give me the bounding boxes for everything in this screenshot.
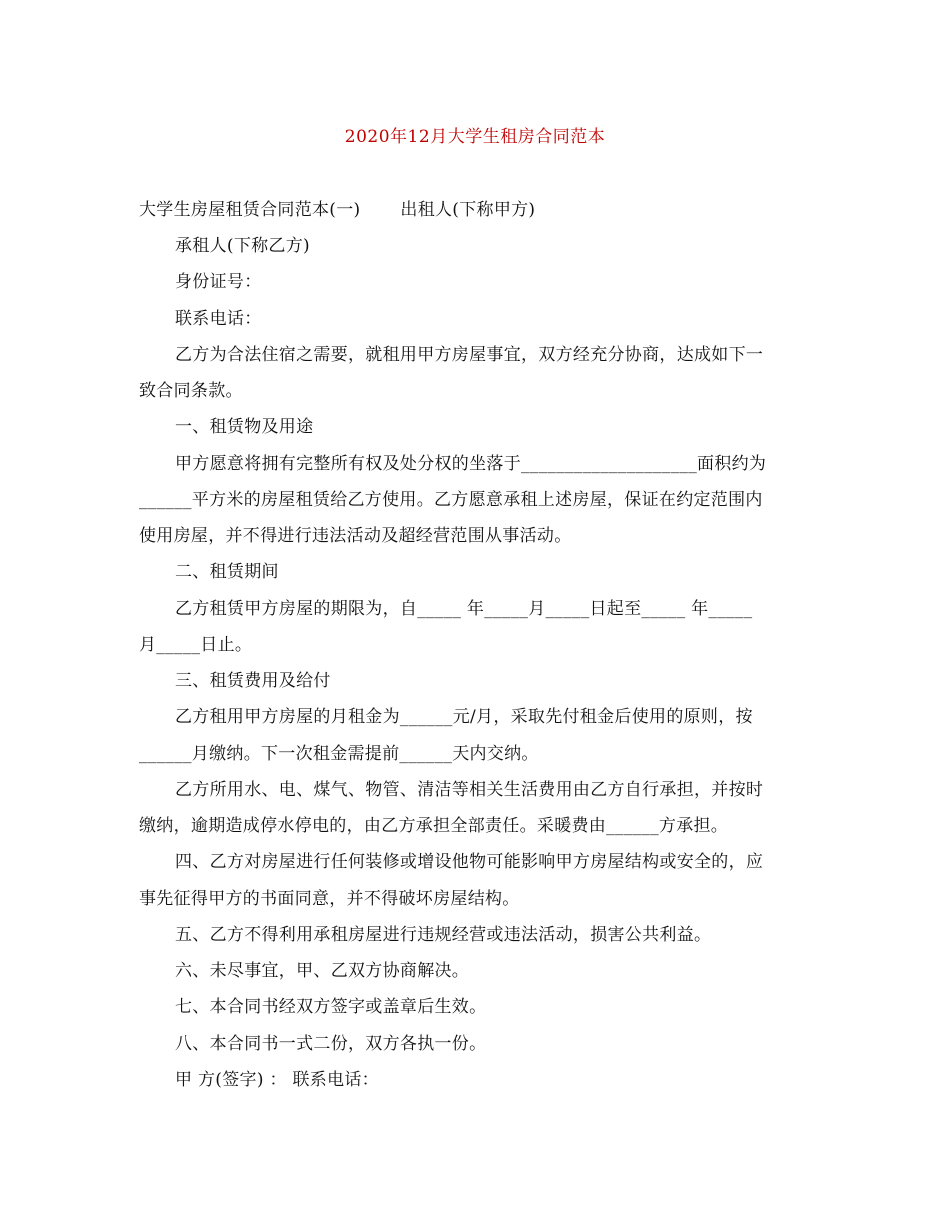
clause-6: 六、未尽事宜，甲、乙双方协商解决。 <box>175 961 470 981</box>
section-heading-1: 一、租赁物及用途 <box>175 417 314 437</box>
paragraph-2-line-2: 月_____日止。 <box>139 635 253 655</box>
paragraph-3-line-1: 乙方租用甲方房屋的月租金为______元/月，采取先付租金后使用的原则，按 <box>175 707 753 727</box>
paragraph-1-line-1: 甲方愿意将拥有完整所有权及处分权的坐落于____________________面积约为 <box>175 454 767 474</box>
contract-heading-line: 大学生房屋租赁合同范本(一) 出租人(下称甲方) <box>139 200 536 220</box>
paragraph-1-line-2: ______平方米的房屋租赁给乙方使用。乙方愿意承租上述房屋，保证在约定范围内 <box>139 490 763 510</box>
paragraph-intro-line-2: 致合同条款。 <box>139 381 243 401</box>
paragraph-1-line-3: 使用房屋，并不得进行违法活动及超经营范围从事活动。 <box>139 526 572 546</box>
section-heading-3: 三、租赁费用及给付 <box>175 671 331 691</box>
document-title: 2020年12月大学生租房合同范本 <box>344 127 606 147</box>
paragraph-2-line-1: 乙方租赁甲方房屋的期限为，自_____ 年_____月_____日起至_____ 年_____ <box>175 599 753 619</box>
signature-line: 甲 方(签字) ： 联系电话： <box>175 1070 379 1090</box>
paragraph-4-line-1: 乙方所用水、电、煤气、物管、清洁等相关生活费用由乙方自行承担，并按时 <box>175 780 764 800</box>
clause-4-line-2: 事先征得甲方的书面同意，并不得破坏房屋结构。 <box>139 889 520 909</box>
clause-8: 八、本合同书一式二份，双方各执一份。 <box>175 1034 487 1054</box>
clause-4-line-1: 四、乙方对房屋进行任何装修或增设他物可能影响甲方房屋结构或安全的，应 <box>175 852 764 872</box>
clause-5: 五、乙方不得利用承租房屋进行违规经营或违法活动，损害公共利益。 <box>175 925 712 945</box>
clause-7: 七、本合同书经双方签字或盖章后生效。 <box>175 997 487 1017</box>
section-heading-2: 二、租赁期间 <box>175 562 279 582</box>
paragraph-4-line-2: 缴纳，逾期造成停水停电的，由乙方承担全部责任。采暖费由______方承担。 <box>139 816 729 836</box>
lessee-line: 承租人(下称乙方) <box>175 236 310 256</box>
id-number-line: 身份证号： <box>175 272 262 292</box>
phone-line: 联系电话： <box>175 309 262 329</box>
paragraph-3-line-2: ______月缴纳。下一次租金需提前______天内交纳。 <box>139 744 539 764</box>
paragraph-intro-line-1: 乙方为合法住宿之需要，就租用甲方房屋事宜，双方经充分协商，达成如下一 <box>175 345 764 365</box>
